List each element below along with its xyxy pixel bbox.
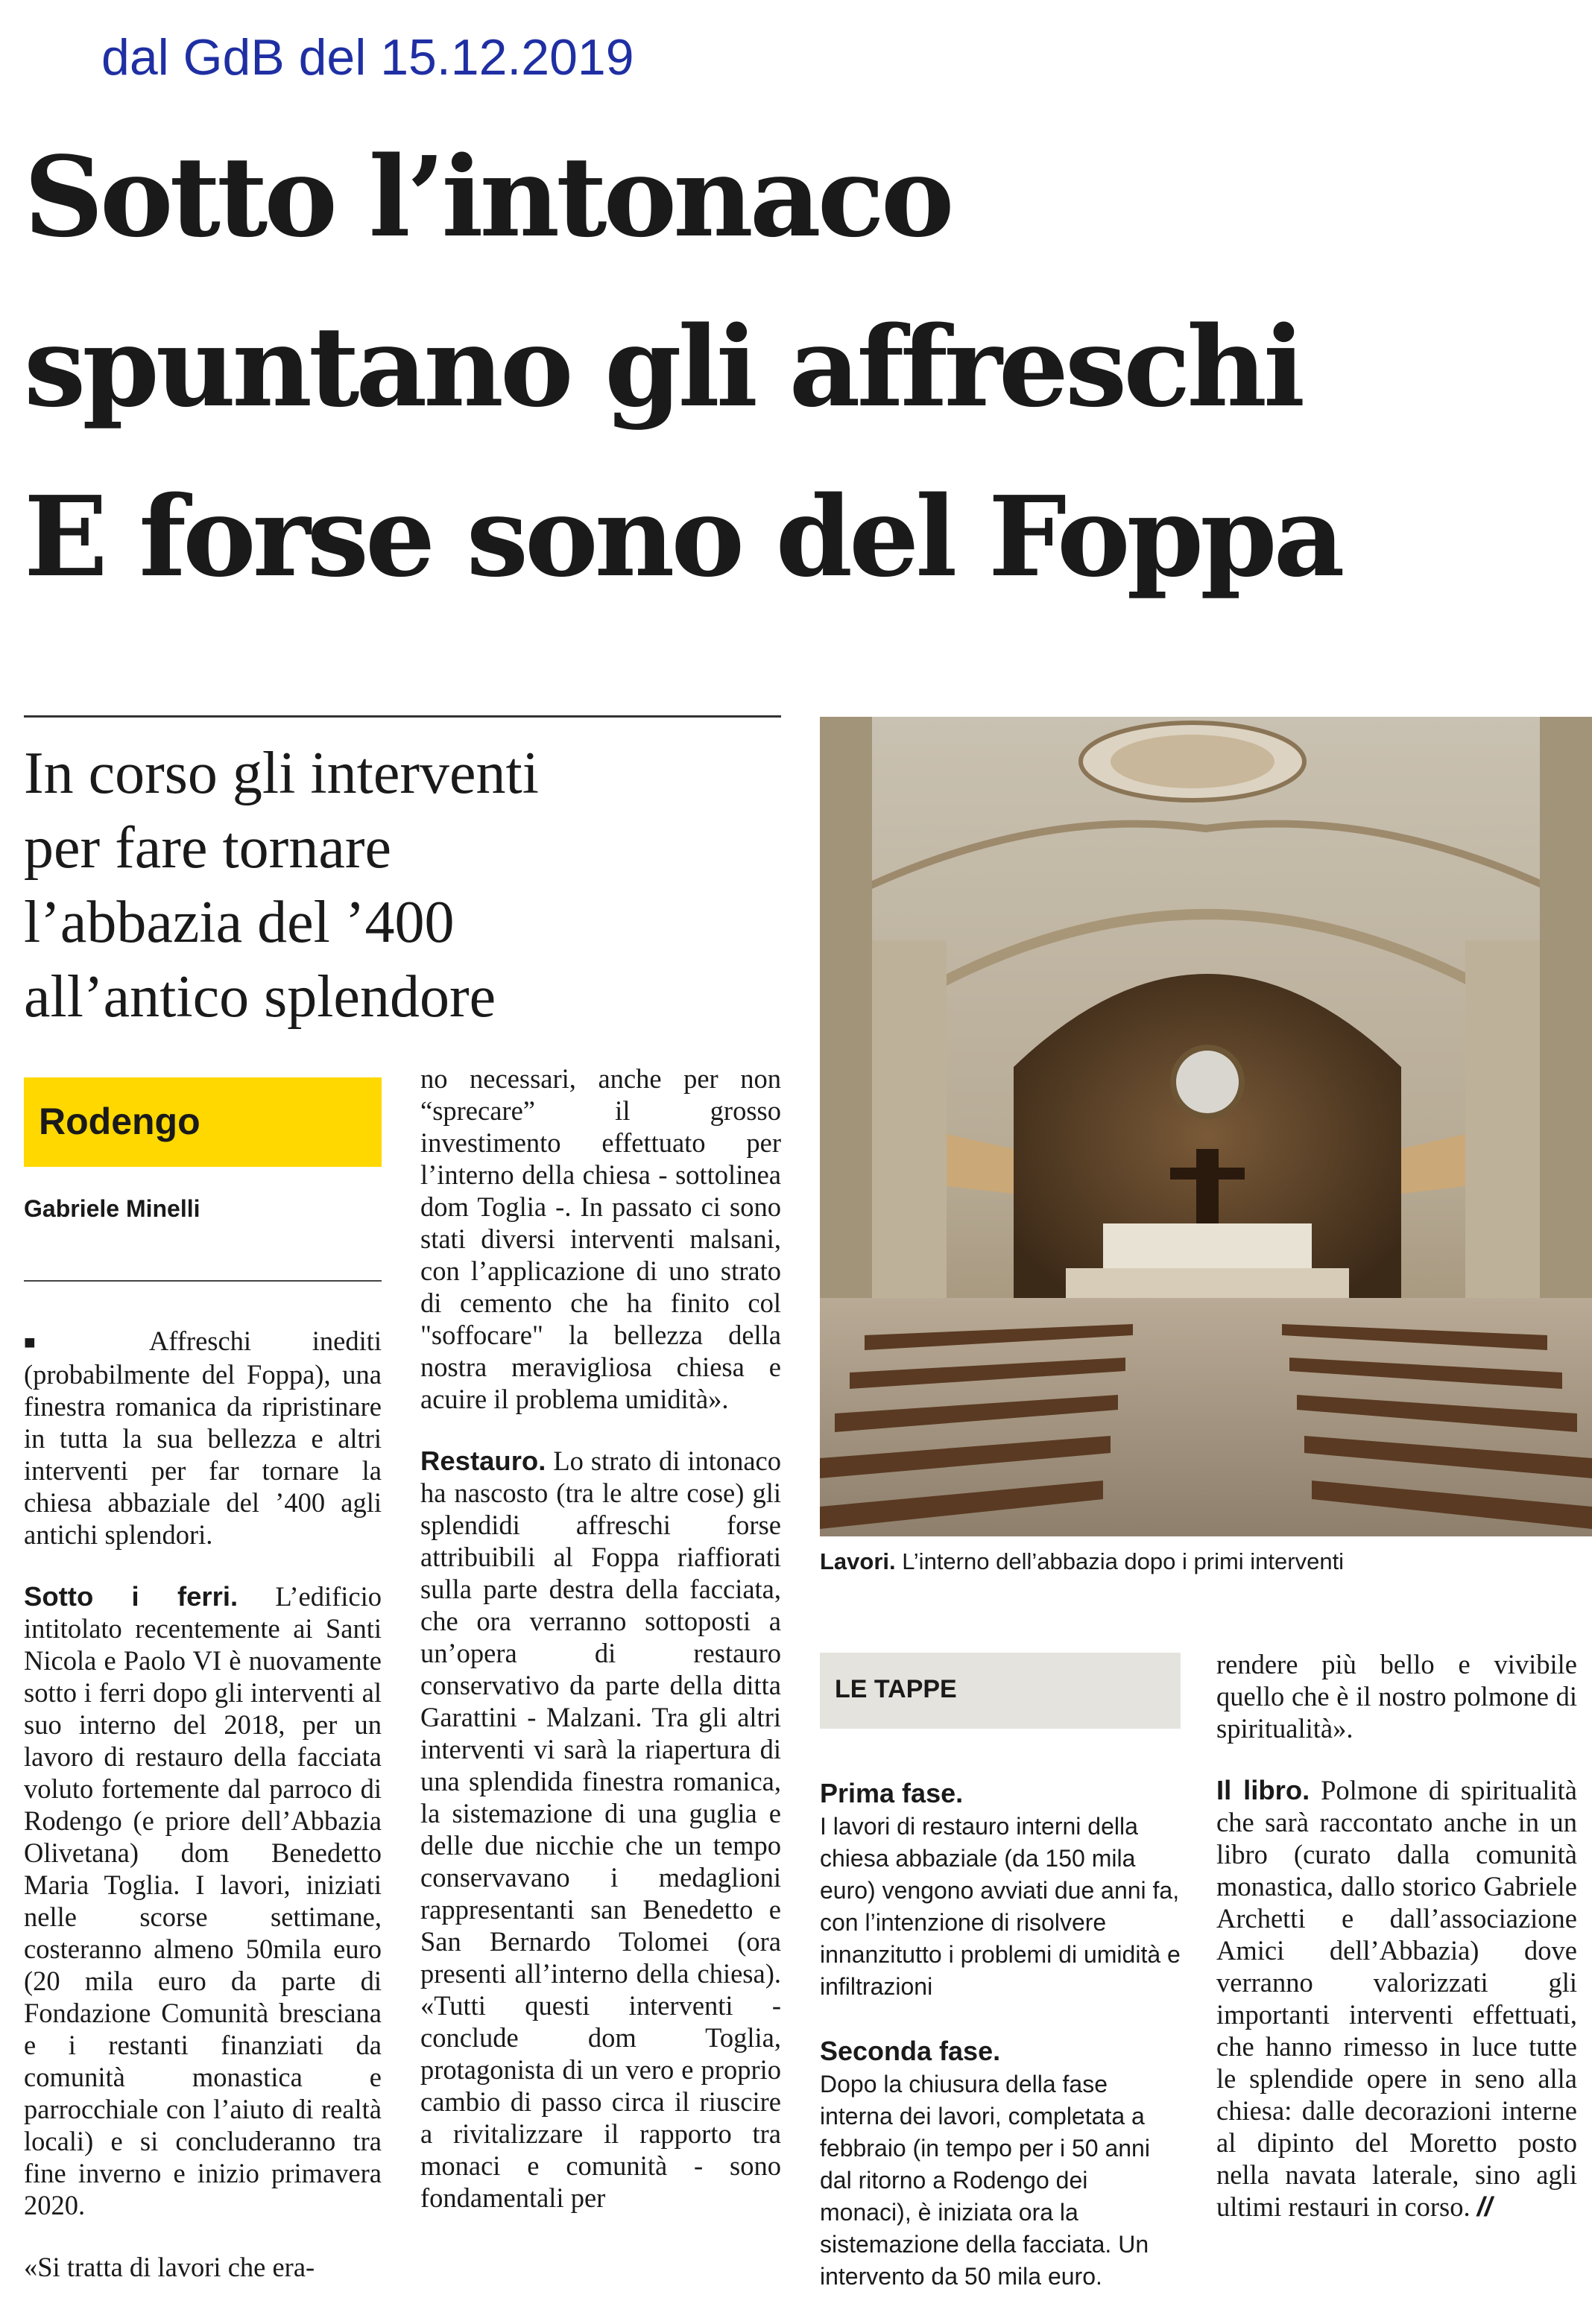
byline-divider [24, 1280, 382, 1282]
article-paragraph: rendere più bello e vivibile quello che è il nostro polmone di spiritualità». [1216, 1649, 1577, 1744]
subheadline-line: all’antico splendore [24, 964, 496, 1030]
newspaper-source-stamp: dal GdB del 15.12.2019 [101, 29, 634, 86]
headline-line: spuntano gli affreschi [24, 302, 1302, 431]
stage-title: Seconda fase. [820, 2036, 1001, 2066]
headline-line: Sotto l’intonaco [24, 132, 951, 262]
article-column-2 [420, 1063, 781, 2244]
paragraph-keyword: Il libro. [1216, 1775, 1310, 1805]
author-byline: Gabriele Minelli [24, 1195, 200, 1222]
article-paragraph: «Si tratta di lavori che era- [24, 2252, 315, 2282]
sidebar-title: LE TAPPE [820, 1653, 1181, 1729]
article-paragraph: no necessari, anche per non “sprecare” il grosso investimento effettuato per l’interno della chiesa - sottolinea dom Toglia -. In passato ci sono stati diversi interventi malsani, con l’applicazione di uno strato di cemento che ha finito col "soffocare" la bellezza della nostra meravigliosa chiesa e acuire il problema umidità». [420, 1063, 781, 1414]
article-paragraph: ■ Affreschi inediti (probabilmente del Foppa), una finestra romanica da ripristinare in tutta la sua bellezza e altri interventi per far tornare la chiesa abbaziale del ’400 agli antichi splendori. [24, 1326, 382, 1550]
sidebar-stages [820, 1776, 1181, 2324]
subhead-divider [24, 715, 781, 718]
headline-line: E forse sono del Foppa [24, 472, 1342, 601]
article-paragraph: Il libro. Polmone di spiritualità che sarà raccontato anche in un libro (curato dalla comunità monastica, dallo storico Gabriele Archetti e dall’associazione Amici dell’Abbazia) dove verranno valorizzati gli importanti interventi effettuati, che hanno rimesso in luce tutte le splendide opere in seno alla chiesa: dalle decorazioni interne al dipinto del Moretto posto nella navata laterale, sino agli ultimi restauri in corso. // [1216, 1775, 1577, 2222]
subheadline-line: In corso gli interventi [24, 741, 539, 806]
bullet-icon: ■ [24, 1332, 90, 1353]
paragraph-keyword: Sotto i ferri. [24, 1581, 239, 1612]
locality-badge: Rodengo [24, 1077, 382, 1167]
church-interior-photo [820, 717, 1592, 1536]
subheadline [24, 736, 781, 1034]
paragraph-keyword: Restauro. [420, 1446, 546, 1476]
subheadline-line: per fare tornare [24, 815, 391, 881]
stage-title: Prima fase. [820, 1778, 964, 1808]
subheadline-line: l’abbazia del ’400 [24, 890, 455, 955]
article-paragraph: Sotto i ferri. L’edificio intitolato recentemente ai Santi Nicola e Paolo VI è nuovamente sotto i ferri dopo gli interventi al suo interno del 2018, per un lavoro di restauro della facciata voluto fortemente dal parroco di Rodengo (e priore dell’Abbazia Olivetana) dom Benedetto Maria Toglia. I lavori, iniziati nelle scorse settimane, costeranno almeno 50mila euro (20 mila euro da parte di Fondazione Comunità bresciana e i restanti finanziati da comunità monastica e parrocchiale con l’aiuto di realtà locali) e si concluderanno tra fine inverno e inizio primavera 2020. [24, 1581, 382, 2220]
headline [24, 112, 1582, 621]
stage-text: I lavori di restauro interni della chiesa abbaziale (da 150 mila euro) vengono avviati due anni fa, con l’intenzione di risolvere innanzitutto i problemi di umidità e infiltrazioni [820, 1813, 1181, 2000]
article-paragraph: Restauro. Lo strato di intonaco ha nascosto (tra le altre cose) gli splendidi affreschi forse attribuibili al Foppa riaffiorati sulla parte destra della facciata, che ora verranno sottoposti a un’opera di restauro conservativo da parte della ditta Garattini - Malzani. Tra gli altri interventi vi sarà la riapertura di una splendida finestra romanica, la sistemazione di una guglia e delle due nicchie che un tempo conservavano i medaglioni rappresentanti san Benedetto e San Bernardo Tolomei (ora presenti all’interno della chiesa). «Tutti questi interventi - conclude dom Toglia, protagonista di un vero e proprio cambio di passo circa il riuscire a rivitalizzare il rapporto tra monaci e comunità - sono fondamentali per [420, 1446, 781, 2213]
article-column-1 [24, 1325, 382, 2283]
stage-text: Dopo la chiusura della fase interna dei lavori, completata a febbraio (in tempo per i 50 anni dal ritorno a Rodengo dei monaci), è iniziata ora la sistemazione della facciata. Un intervento da 50 mila euro. [820, 2071, 1150, 2290]
caption-label: Lavori. [820, 1548, 896, 1574]
article-column-4 [1216, 1648, 1577, 2252]
end-mark: // [1476, 2191, 1493, 2222]
photo-caption: Lavori. L’interno dell’abbazia dopo i primi interventi [820, 1548, 1345, 1574]
